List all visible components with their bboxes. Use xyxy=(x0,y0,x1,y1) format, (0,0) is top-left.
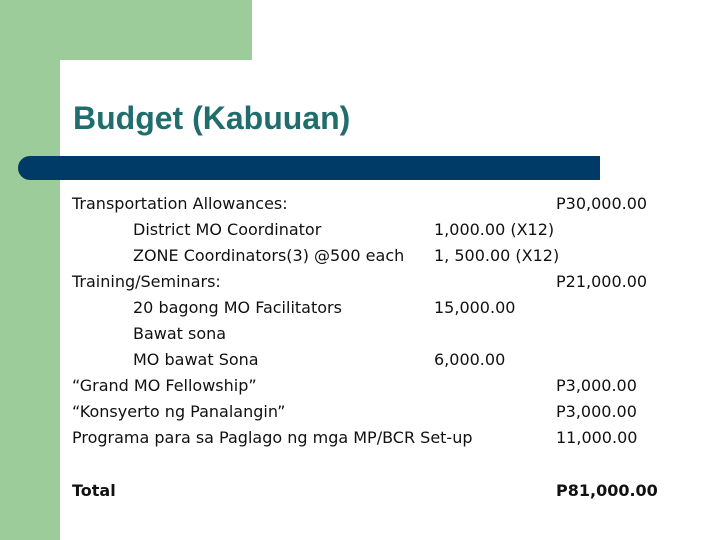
title-divider-bar xyxy=(18,156,600,180)
budget-row-total xyxy=(0,481,720,507)
budget-row-facilitators xyxy=(0,298,720,324)
row-label: “Grand MO Fellowship” xyxy=(72,376,257,395)
row-label: 20 bagong MO Facilitators xyxy=(133,298,342,317)
budget-row-transportation xyxy=(0,194,720,220)
budget-row-konsyerto xyxy=(0,402,720,428)
row-label: Training/Seminars: xyxy=(72,272,221,291)
row-amount: P21,000.00 xyxy=(556,272,648,291)
row-label: Transportation Allowances: xyxy=(72,194,288,213)
row-label: ZONE Coordinators(3) @500 each xyxy=(133,246,405,265)
row-subamount: 6,000.00 xyxy=(434,350,506,369)
row-amount: P3,000.00 xyxy=(556,376,637,395)
budget-row-grand-fellowship xyxy=(0,376,720,402)
budget-row-training xyxy=(0,272,720,298)
row-amount: P30,000.00 xyxy=(556,194,648,213)
row-label: “Konsyerto ng Panalangin” xyxy=(72,402,286,421)
green-accent-top xyxy=(0,0,252,60)
row-amount: P3,000.00 xyxy=(556,402,637,421)
row-subamount: 1, 500.00 (X12) xyxy=(434,246,560,265)
budget-row-bawat-sona xyxy=(0,324,720,350)
total-amount: P81,000.00 xyxy=(556,481,658,500)
slide-title: Budget (Kabuuan) xyxy=(73,100,351,136)
row-amount: 11,000.00 xyxy=(556,428,638,447)
row-label: Programa para sa Paglago ng mga MP/BCR Set-up xyxy=(72,428,473,447)
row-subamount: 15,000.00 xyxy=(434,298,516,317)
row-label: MO bawat Sona xyxy=(133,350,259,369)
row-label: District MO Coordinator xyxy=(133,220,322,239)
total-label: Total xyxy=(72,481,116,500)
row-label: Bawat sona xyxy=(133,324,227,343)
budget-row-zone-coordinators xyxy=(0,246,720,272)
budget-row-programa xyxy=(0,428,720,454)
budget-row-mo-bawat-sona xyxy=(0,350,720,376)
budget-row-district-coordinator xyxy=(0,220,720,246)
row-subamount: 1,000.00 (X12) xyxy=(434,220,555,239)
